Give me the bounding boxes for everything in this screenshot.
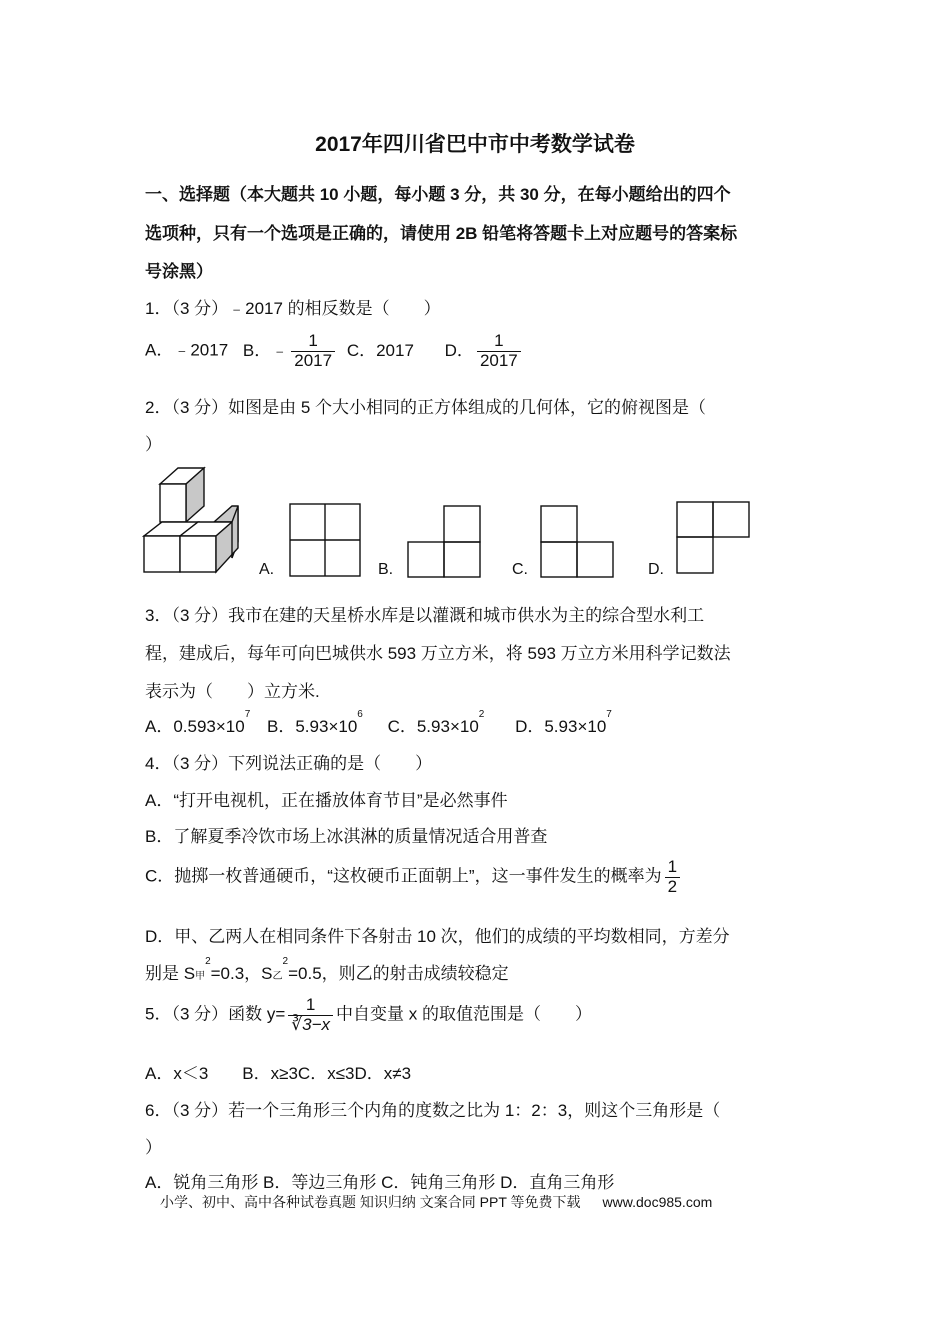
question-1-stem: 1．（3 分）﹣2017 的相反数是（ ） (145, 299, 441, 318)
section-heading-line-1: 一、选择题（本大题共 10 小题，每小题 3 分，共 30 分，在每小题给出的四个 (145, 185, 731, 204)
question-2-stem-line-2: ） (145, 435, 162, 454)
q2-option-c-label: C. (512, 561, 528, 578)
q4-option-d-line-2: 别是 S甲$^2$=0.3，S乙$^2$=0.5，则乙的射击成绩较稳定 (145, 956, 509, 983)
question-2-stem-line-1: 2．（3 分）如图是由 5 个大小相同的正方体组成的几何体，它的俯视图是（ (145, 398, 707, 417)
question-5-options: A．x＜3 B．x≥3C．x≤3D．x≠3 (145, 1064, 412, 1083)
q4-option-c: C．抛掷一枚普通硬币，“这枚硬币正面朝上”，这一事件发生的概率为 $\frac{1}{2}$ (145, 858, 683, 896)
q1-d-numerator: 1 (494, 331, 504, 350)
question-3-stem-line-2: 程，建成后，每年可向巴城供水 593 万立方米，将 593 万立方米用科学记数法 (145, 644, 731, 663)
q1-b-denominator: 2017 (291, 351, 335, 371)
q5-function-fraction: $\frac{1}{∛3-x}$ (288, 996, 333, 1034)
q1-option-a: A．﹣2017 (145, 340, 229, 360)
question-3-stem-line-3: 表示为（ ）立方米. (145, 682, 320, 701)
option-a-top-view (289, 503, 363, 579)
question-5-stem: 5．（3 分）函数 y= $\frac{1}{∛3-x}$ 中自变量 x 的取值范围是（ ） (145, 995, 592, 1034)
q4-option-d-line-1: D．甲、乙两人在相同条件下各射击 10 次，他们的成绩的平均数相同，方差分 (145, 927, 730, 946)
cube-solid-figure (142, 466, 242, 574)
footer-site: www.doc985.com (602, 1194, 713, 1210)
question-6-options: A．锐角三角形 B．等边三角形 C．钝角三角形 D．直角三角形 (145, 1173, 615, 1192)
section-heading-line-2: 选项种，只有一个选项是正确的，请使用 2B 铅笔将答题卡上对应题号的答案标 (145, 224, 738, 243)
q1-b-numerator: 1 (308, 331, 318, 350)
q1-option-d-fraction (477, 332, 521, 370)
q2-option-d-label: D. (648, 561, 664, 578)
q3-option-c: C．$5.93\times 10^2$ (387, 709, 485, 736)
question-1-options (145, 332, 524, 370)
q1-option-c: C．2017 (346, 340, 414, 360)
footer-text: 小学、初中、高中各种试卷真题 知识归纳 文案合同 PPT 等免费下载 (160, 1194, 581, 1210)
q3-option-a: A．$0.593\times 10^7$ (145, 709, 251, 736)
page-footer (160, 1192, 712, 1212)
q2-option-b-label: B. (378, 561, 394, 578)
question-3-stem-line-1: 3．（3 分）我市在建的天星桥水库是以灌溉和城市供水为主的综合型水利工 (145, 606, 705, 625)
question-3-options (145, 709, 612, 737)
q3-option-d: D．$5.93\times 10^7$ (515, 709, 612, 736)
option-b-top-view (407, 505, 483, 579)
option-d-top-view (676, 501, 752, 575)
q4-option-a: A．“打开电视机，正在播放体育节目”是必然事件 (145, 791, 508, 810)
question-6-stem-line-1: 6．（3 分）若一个三角形三个内角的度数之比为 1：2：3，则这个三角形是（ (145, 1101, 721, 1120)
section-heading-line-3: 号涂黑） (145, 262, 213, 281)
q3-option-b: B．$5.93\times 10^6$ (267, 709, 363, 736)
page-title: 2017年四川省巴中市中考数学试卷 (315, 133, 635, 156)
q1-option-b-fraction (291, 332, 335, 370)
q1-option-d-label: D． (444, 340, 474, 360)
q1-d-denominator: 2017 (477, 351, 521, 371)
q4-c-fraction: $\frac{1}{2}$ (665, 858, 680, 896)
q4-option-b: B．了解夏季冷饮市场上冰淇淋的质量情况适合用普查 (145, 827, 548, 846)
option-c-top-view (540, 505, 616, 579)
q1-option-b-label: B．﹣ (242, 340, 289, 360)
question-4-stem: 4．（3 分）下列说法正确的是（ ） (145, 754, 433, 773)
question-6-stem-line-2: ） (145, 1138, 162, 1157)
q2-option-a-label: A. (259, 561, 275, 578)
